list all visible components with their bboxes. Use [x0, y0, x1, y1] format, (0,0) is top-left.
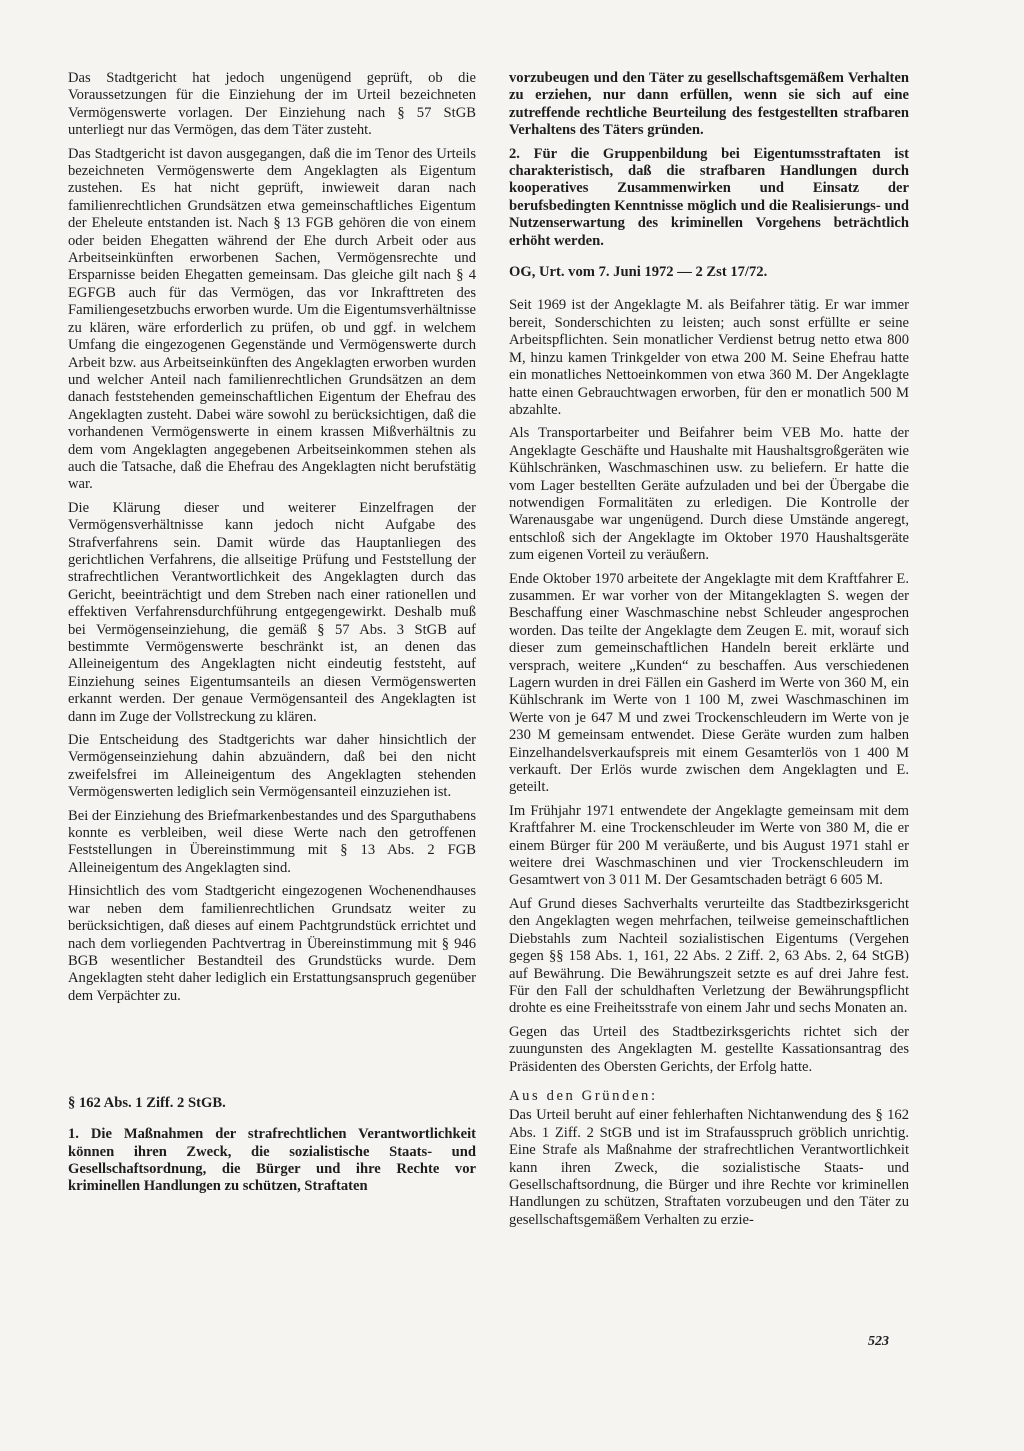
section-label: Aus den Gründen:	[509, 1087, 658, 1104]
paragraph: Das Stadtgericht ist davon ausgegangen, daß die im Tenor des Urteils bezeichneten Vermögenswerte dem Angeklagten als Eigentum zustehen. Es hat nicht geprüft, inwieweit daran nach familienrechtlichen Grundsätzen etwa gemeinschaftliches Eigentum der Eheleute entstanden ist. Nach § 13 FGB gehören die von einem oder beiden Ehegatten während der Ehe durch Arbeit oder aus Arbeitseinkünften erworbenen Sachen, Vermögensrechte und Ersparnisse beiden Ehegatten gemeinsam. Das gleiche gilt nach § 4 EGFGB auch für das Vermögen, das vor Inkrafttreten des Familiengesetzbuchs erworben wurde. Um die Eigentumsverhältnisse zu klären, wäre erforderlich zu prüfen, ob und ggf. in welchem Umfang die eingezogenen Gegenstände und Vermögenswerte durch Arbeit bzw. aus Arbeitseinkünften des Angeklagten erworben wurden und welcher Anteil nach familienrechtlichen Grundsätzen an dem danach feststehenden gemeinschaftlichen Eigentum der Ehefrau des Angeklagten zusteht. Dabei wäre sowohl zu berücksichtigen, daß die vorhandenen Vermögenswerte in einem krassen Mißverhältnis zu dem vom Angeklagten angegebenen Arbeitseinkommen stehen als auch die Tatsache, daß die Ehefrau des Angeklagten nicht berufstätig war.	[68, 145, 476, 493]
paragraph: Ende Oktober 1970 arbeitete der Angeklagte mit dem Kraftfahrer E. zusammen. Er war vorher von der Mitangeklagten S. wegen der Beschaffung einer Waschmaschine nebst Schleuder angesprochen worden. Das teilte der Angeklagte dem Zeugen E. mit, worauf sich dieser zum gemeinschaftlichen Handeln bereit erklärte und versprach, weitere „Kunden“ zu beschaffen. Aus verschiedenen Lagern wurden in drei Fällen ein Gasherd im Werte von 360 M, ein Kühlschrank im Werte von 1 100 M, zwei Waschmaschinen im Werte von je 647 M und zwei Trockenschleudern im Werte von je 230 M gemeinsam entwendet. Diese Geräte wurden zum halben Einzelhandelsverkaufspreis mit einem Gesamterlös von 1 400 M verkauft. Der Erlös wurde zwischen dem Angeklagten und E. geteilt.	[509, 570, 909, 796]
right-column	[509, 70, 909, 1235]
paragraph: Hinsichtlich des vom Stadtgericht eingezogenen Wochenendhauses war neben dem familienrechtlichen Grundsatz weiter zu berücksichtigen, daß dieses auf einem Pachtgrundstück errichtet und nach dem vorliegenden Pachtvertrag in Übereinstimmung mit § 946 BGB wesentlicher Bestandteil des Grundstücks wurde. Dem Angeklagten steht daher lediglich ein Erstattungsanspruch gegenüber dem Verpächter zu.	[68, 883, 476, 1004]
headnote-paragraph: 2. Für die Gruppenbildung bei Eigentumsstraftaten ist charakteristisch, daß die strafbaren Handlungen durch kooperatives Zusammenwirken und Einsatz der berufsbedingten Kenntnisse möglich und die Realisierungs- und Nutzenserwartung des kriminellen Vorgehens beträchtlich erhöht werden.	[509, 145, 909, 249]
left-column	[68, 70, 476, 1202]
headnote-paragraph: vorzubeugen und den Täter zu gesellschaftsgemäßem Verhalten zu erziehen, nur dann erfüllen, wenn sie sich auf eine zutreffende rechtliche Beurteilung des festgestellten strafbaren Verhaltens des Täters gründen.	[509, 70, 909, 139]
paragraph: Das Urteil beruht auf einer fehlerhaften Nichtanwendung des § 162 Abs. 1 Ziff. 2 StGB und ist im Strafausspruch gröblich unrichtig. Eine Strafe als Maßnahme der strafrechtlichen Verantwortlichkeit kann ihren Zweck, die sozialistische Staats- und Gesellschaftsordnung, die Bürger und ihre Rechte vor kriminellen Handlungen zu schützen, Straftaten vorzubeugen und den Täter zu gesellschaftsgemäßem Verhalten zu erzie-	[509, 1107, 909, 1228]
paragraph: Die Entscheidung des Stadtgerichts war daher hinsichtlich der Vermögenseinziehung dahin abzuändern, daß bei den nicht zweifelsfrei im Alleineigentum des Angeklagten stehenden Vermögenswerten lediglich sein Vermögensanteil einzuziehen ist.	[68, 732, 476, 801]
paragraph: Auf Grund dieses Sachverhalts verurteilte das Stadtbezirksgericht den Angeklagten wegen mehrfachen, teilweise gemeinschaftlichen Diebstahls zum Nachteil sozialistischen Eigentums (Vergehen gegen §§ 158 Abs. 1, 161, 22 Abs. 2 Ziff. 2, 63 Abs. 2, 64 StGB) auf Bewährung. Die Bewährungszeit setzte es auf drei Jahre fest. Für den Fall der schuldhaften Verletzung der Bewährungspflicht drohte es eine Freiheitsstrafe von einem Jahr und sechs Monaten an.	[509, 895, 909, 1017]
paragraph: Bei der Einziehung des Briefmarkenbestandes und des Sparguthabens konnte es verbleiben, weil diese Werte nach den getroffenen Feststellungen in Übereinstimmung mit § 13 Abs. 2 FGB Alleineigentum des Angeklagten sind.	[68, 807, 476, 876]
case-reference: OG, Urt. vom 7. Juni 1972 — 2 Zst 17/72.	[509, 264, 768, 281]
paragraph: Seit 1969 ist der Angeklagte M. als Beifahrer tätig. Er war immer bereit, Sonderschichten zu leisten; auch sonst erfüllte er seine Arbeitspflichten. Sein monatlicher Verdienst betrug netto etwa 800 M, hinzu kamen Trinkgelder von etwa 200 M. Seine Ehefrau hatte ein monatliches Nettoeinkommen von etwa 360 M. Der Angeklagte hatte einen Gebrauchtwagen erworben, für den er monatlich 500 M abzahlte.	[509, 297, 909, 418]
section-heading: § 162 Abs. 1 Ziff. 2 StGB.	[68, 1095, 226, 1112]
paragraph: Das Stadtgericht hat jedoch ungenügend geprüft, ob die Voraussetzungen für die Einziehung der im Urteil bezeichneten Vermögenswerte vorlagen. Der Einziehung nach § 57 StGB unterliegt nur das Vermögen, das dem Täter zusteht.	[68, 70, 476, 139]
headnote-paragraph: 1. Die Maßnahmen der strafrechtlichen Verantwortlichkeit können ihren Zweck, die sozialistische Staats- und Gesellschaftsordnung, die Bürger und ihre Rechte vor kriminellen Handlungen zu schützen, Straftaten	[68, 1126, 476, 1195]
paragraph: Als Transportarbeiter und Beifahrer beim VEB Mo. hatte der Angeklagte Geschäfte und Haushalte mit Haushaltsgroßgeräten wie Kühlschränken, Waschmaschinen usw. zu beliefern. Er hatte die vom Lager bestellten Geräte aufzuladen und bei der Übergabe die notwendigen Formalitäten zu erledigen. Die Kontrolle der Warenausgabe war ungenügend. Durch diese Umstände angeregt, entschloß sich der Angeklagte im Oktober 1970 Haushaltsgeräte zum eigenen Vorteil zu veräußern.	[509, 425, 909, 564]
paragraph: Gegen das Urteil des Stadtbezirksgerichts richtet sich der zuungunsten des Angeklagten M. gestellte Kassationsantrag des Präsidenten des Obersten Gerichts, der Erfolg hatte.	[509, 1023, 909, 1075]
paragraph: Im Frühjahr 1971 entwendete der Angeklagte gemeinsam mit dem Kraftfahrer M. eine Trockenschleuder im Werte von 380 M, die er einem Bürger für 200 M veräußerte, und bis August 1971 stahl er weitere drei Waschmaschinen und vier Trockenschleudern im Gesamtwert von 3 011 M. Der Gesamtschaden beträgt 6 605 M.	[509, 802, 909, 889]
paragraph: Die Klärung dieser und weiterer Einzelfragen der Vermögensverhältnisse kann jedoch nicht Aufgabe des Strafverfahrens sein. Damit würde das Hauptanliegen des gerichtlichen Verfahrens, die allseitige Prüfung und Feststellung der strafrechtlichen Verantwortlichkeit des Angeklagten durch das Gericht, beeinträchtigt und dem Streben nach einer rationellen und effektiven Verfahrensdurchführung entgegengewirkt. Deshalb muß bei Vermögenseinziehung, die gemäß § 57 Abs. 3 StGB auf bestimmte Vermögenswerte beschränkt ist, an denen das Alleineigentum des Angeklagten nicht eindeutig feststeht, auf Einziehung seines Eigentumsanteils an diesen Vermögenswerten erkannt werden. Der genaue Vermögensanteil des Angeklagten ist dann im Zuge der Vollstreckung zu klären.	[68, 499, 476, 725]
page-number: 523	[868, 1334, 889, 1349]
